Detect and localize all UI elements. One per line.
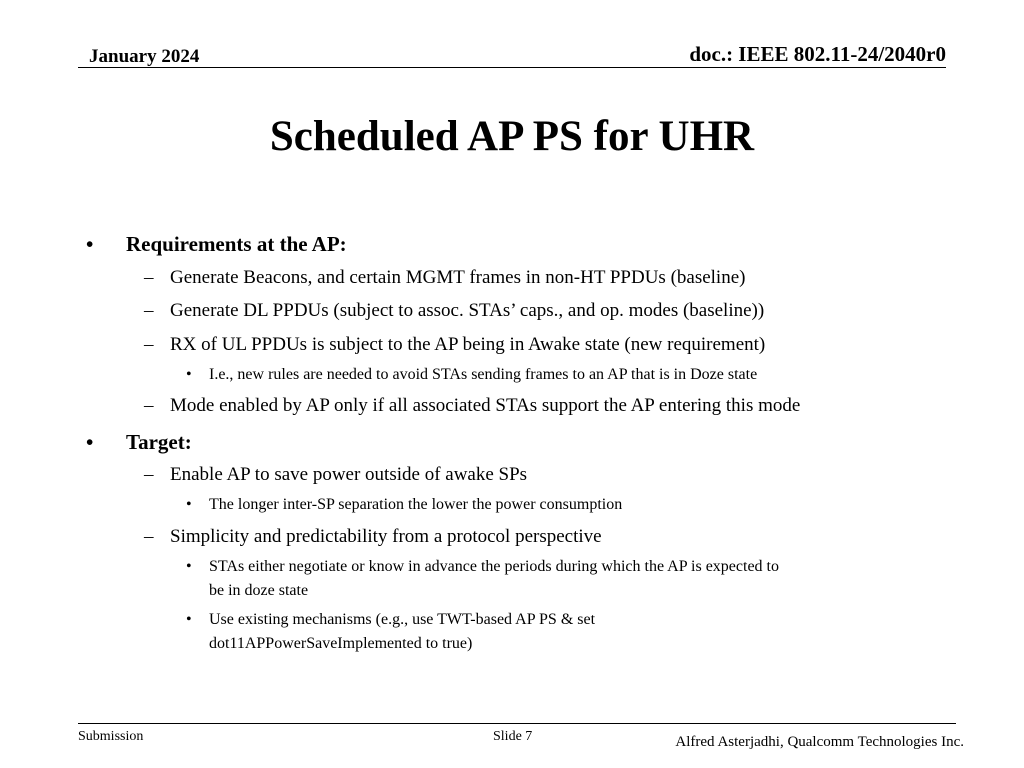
slide-title: Scheduled AP PS for UHR — [269, 113, 755, 160]
bullet-marker: • — [186, 611, 192, 628]
list-item: Simplicity and predictability from a protocol perspective — [170, 526, 602, 547]
list-item: The longer inter-SP separation the lower the power consumption — [209, 496, 623, 513]
bullet-marker: • — [186, 496, 192, 513]
bullet-marker: • — [186, 558, 192, 575]
footer-slide-number: Slide 7 — [493, 729, 533, 744]
list-item: Mode enabled by AP only if all associated STAs support the AP entering this mode — [170, 395, 801, 416]
footer-submission: Submission — [78, 729, 144, 744]
bullet-marker: • — [186, 366, 192, 383]
list-item: RX of UL PPDUs is subject to the AP being in Awake state (new requirement) — [170, 334, 766, 355]
header-divider — [78, 67, 946, 68]
section-heading: Requirements at the AP: — [126, 232, 347, 256]
dash-marker: – — [144, 526, 154, 547]
dash-marker: – — [144, 395, 154, 416]
list-item-continuation: be in doze state — [209, 582, 309, 599]
list-item: I.e., new rules are needed to avoid STAs sending frames to an AP that is in Doze state — [209, 366, 758, 383]
bullet-marker: • — [86, 430, 94, 454]
list-item: Enable AP to save power outside of awake SPs — [170, 464, 528, 485]
list-item: STAs either negotiate or know in advance the periods during which the AP is expected to — [209, 558, 779, 575]
footer-divider — [78, 723, 956, 724]
bullet-marker: • — [86, 232, 94, 256]
list-item: Use existing mechanisms (e.g., use TWT-based AP PS & set — [209, 611, 596, 628]
dash-marker: – — [144, 464, 154, 485]
dash-marker: – — [144, 300, 154, 321]
section-heading: Target: — [126, 430, 192, 454]
dash-marker: – — [144, 334, 154, 355]
list-item: Generate Beacons, and certain MGMT frames in non-HT PPDUs (baseline) — [170, 267, 746, 288]
header-date: January 2024 — [89, 46, 200, 67]
list-item-continuation: dot11APPowerSaveImplemented to true) — [209, 635, 473, 652]
footer-author: Alfred Asterjadhi, Qualcomm Technologies Inc. — [675, 734, 964, 750]
header-doc-id: doc.: IEEE 802.11-24/2040r0 — [689, 42, 946, 66]
list-item: Generate DL PPDUs (subject to assoc. STAs’ caps., and op. modes (baseline)) — [170, 300, 765, 321]
dash-marker: – — [144, 267, 154, 288]
